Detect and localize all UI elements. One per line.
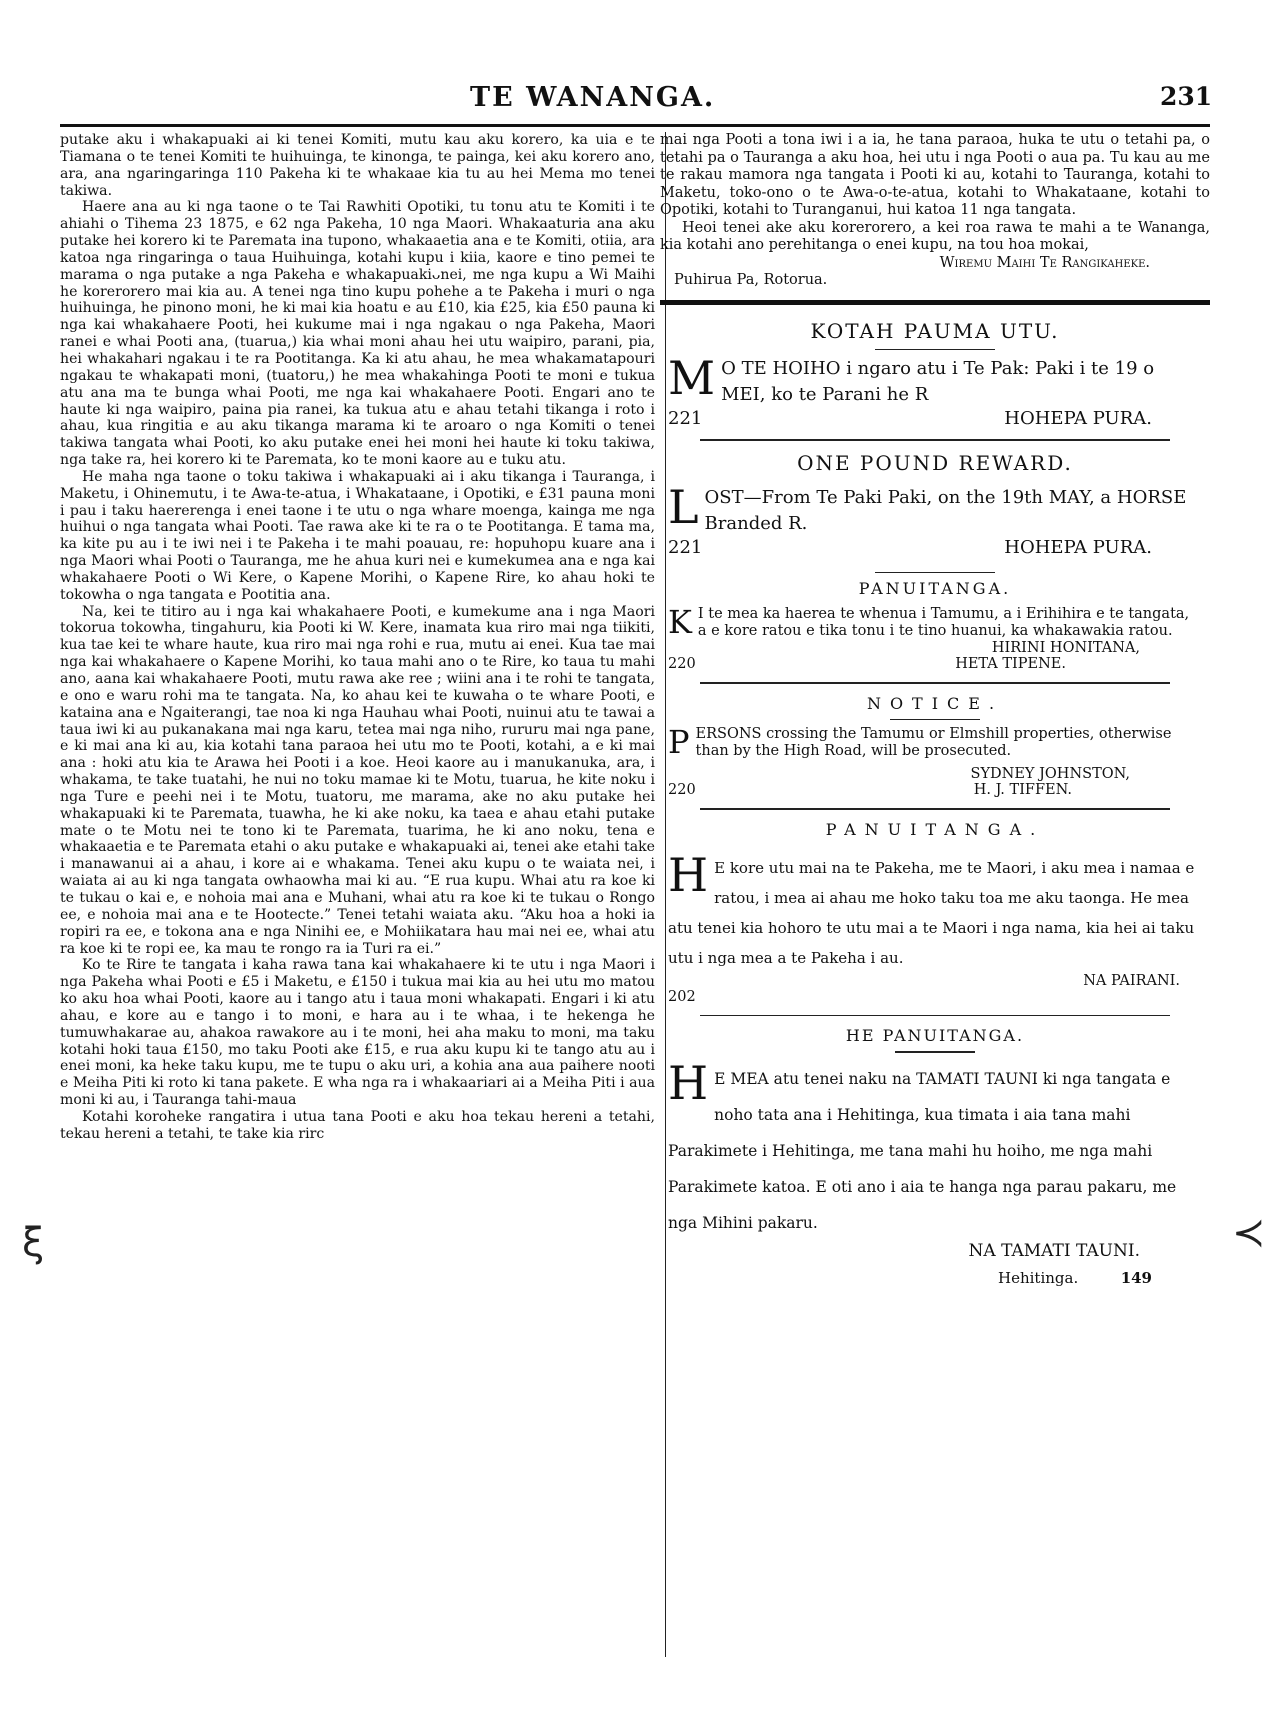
paragraph: He maha nga taone o toku takiwa i whakapuaki ai i aku tikanga i Tauranga, i Maketu, i Ohinemutu, i te Awa-te-atua, i Whakataane, i Opotiki, e £31 pauna moni i pau i taku haererenga i enei taone i te utu o nga whare moenga, kainga me nga huihui o nga tangata whai Pooti. Tae rawa ake ki te ra o te Pootitanga. E tama ma, ka kite pu au i te iwi nei i te Pakeha i te mahi poauau, re: hopuhopu kuare ana i nga Maori whai Pooti o Tauranga, me he ahua kuri nei e kumekumea ana e nga kai whakahaere Pooti o Wi Kere, o Kapene Morihi, o Kapene Rire, ko ahau hoki te tokowha o nga tangata e Pootitia ana. <box>60 468 655 603</box>
advert-text: E MEA atu tenei naku na TAMATI TAUNI ki nga tangata e noho tata ana i Hehitinga, kua timata i aia tana mahi Parakimete i Hehitinga, me tana mahi hu hoiho, me nga mahi Parakimete katoa. E oti ano i aia te hanga nga parau pakaru, me nga Mihini pakaru. <box>668 1069 1177 1232</box>
advert-text: ERSONS crossing the Tamumu or Elmshill properties, otherwise than by the High Road, will be prosecuted. <box>695 726 1172 759</box>
paragraph: Kotahi koroheke rangatira i utua tana Pooti e aku hoa tekau hereni a tetahi, tekau hereni a tetahi, te take kia rirc <box>60 1108 655 1142</box>
advert-title: KOTAH PAUMA UTU. <box>810 318 1060 343</box>
advert-panuitanga-1 <box>660 579 1210 672</box>
advert-body <box>660 847 1210 973</box>
advert-number: 221 <box>668 536 703 558</box>
section-rule <box>700 1015 1170 1017</box>
drop-cap: H <box>668 1055 709 1110</box>
paragraph: putake aku i whakapuaki ai ki tenei Komiti, mutu kau aku korero, ka uia e te Tiamana o te tenei Komiti te huihuinga, te kinonga, te painga, kei aku korero ano, ara, ana ngaringaringa 110 Pakeha ki te whakaae kia tu au hei Mema mo tenei takiwa. <box>60 132 655 199</box>
advert-signature: HIRINI HONITANA, <box>991 640 1140 656</box>
drop-cap: K <box>668 603 692 641</box>
advert-title: PANUITANGA. <box>825 819 1045 839</box>
section-rule <box>875 572 995 574</box>
advert-body <box>660 351 1210 408</box>
advert-notice <box>660 694 1210 799</box>
letter-continuation <box>660 132 1210 290</box>
drop-cap: P <box>668 723 690 761</box>
right-column <box>660 132 1210 1692</box>
title-rule <box>895 1051 975 1053</box>
advert-body <box>660 723 1210 761</box>
newspaper-title: TE WANANGA. <box>470 82 716 113</box>
handwritten-margin-mark: ≺ <box>1232 1210 1266 1256</box>
drop-cap: H <box>668 847 709 902</box>
drop-cap: L <box>668 479 699 534</box>
advert-signature: HOHEPA PURA. <box>1004 536 1152 558</box>
advert-kotah-pauma-utu <box>660 319 1210 430</box>
handwritten-margin-mark: ξ <box>22 1220 45 1266</box>
advert-footer <box>660 408 1210 429</box>
advert-signature: HOHEPA PURA. <box>1004 408 1152 429</box>
paragraph: Na, kei te titiro au i nga kai whakahaere Pooti, e kumekume ana i nga Maori tokorua tokowha, tingahuru, kia Pooti ki W. Kere, inamata kua riro mai nga tiikiti, kua tae kei te whare haute, kua riro mai nga rohi e rua, mutu ai enei. Kua tae mai nga kai whakahaere o Kapene Morihi, ko taua mahi ano o te Rire, ko taua tu mahi ano, aana kai whakahaere Pooti, mutu rawa ake ree ; wiini ana i te rohi te tangata, e ono e waru rohi ma te tangata. Na, ko ahau kei te kuwaha o te whare Pooti, e kataina ana e Ngaiterangi, tae noa ki nga Hauhau whai Pooti, nuinui atu te tawai a taua iwi ki au pukanakana mai nga karu, tetea mai nga niho, rururu mai nga pane, e ki mai ana ki au, kia kotahi tana paraoa hei utu mo te Pooti, kotahi, a e ki mai ana : hoki atu kia te Arawa hei Pooti i a koe. Heoi kaore au i manukanuka, ara, i whakama, te take tuatahi, he nui no toku mamae ki te Motu, tuarua, he kite noku i nga Ture e peehi nei i te Motu, tuatoru, me marama, ake no aku putake hei whakapuaki ki te Paremata, tuawha, he ki ake noku, ka taea e ahau etahi putake mate o te Motu nei te tono ki te Paremata, tuarima, he ki ano noku, tena e whakaaetia e te Paremata etahi o aku putake e whakapuaki ai, tenei ake etahi take i manawanui ai a ahau, i kore ai e whakama. Tenei aku kupu o te waiata nei, i waiata ai au ki nga tangata owhaowha mai ki au. “E rua kupu. Whai atu ra koe ki te tukau o kai e, e nohoia mai ana e Muhani, whai atu ra koe ki te tukau o Rongo ee, e nohoia mai ana e te Hootecte.” Tenei tetahi waiata aku. “Aku hoa a hoki ia ropiri ra ee, e tokona ana e nga Ninihi ee, e Mohiikatara hau mai nei ee, whai atu ra koe ki te ropi ee, ka mau te rongo ra ia Turi ra ei.” <box>60 603 655 957</box>
advert-footer <box>660 989 1210 1005</box>
advert-body <box>660 479 1210 537</box>
advert-title: PANUITANGA. <box>858 579 1012 598</box>
advert-footer <box>660 1269 1210 1287</box>
section-rule <box>660 300 1210 305</box>
advert-number: 221 <box>668 408 703 429</box>
advert-text: E kore utu mai na te Pakeha, me te Maori, i aku mea i namaa e ratou, i mea ai ahau me hoko taku toa me aku taonga. He mea atu tenei kia hohoro te utu mai a te Maori i nga nama, kia hei ai taku utu i nga mea a te Pakeha i au. <box>668 858 1195 967</box>
letter-signature: Wiremu Maihi Te Rangikaheke. <box>939 254 1150 271</box>
section-rule <box>700 439 1170 441</box>
advert-number: 202 <box>668 988 696 1005</box>
advert-number: 149 <box>1120 1268 1152 1287</box>
paragraph: mai nga Pooti a tona iwi i a ia, he tana paraoa, huka te utu o tetahi pa, o tetahi pa o Tauranga a aku hoa, hei utu i nga Pooti o aua pa. Tu kau au me te rakau mamora nga tangata i Pooti ki au, kotahi to Tauranga, kotahi to Maketu, toko-ono o te Awa-o-te-atua, kotahi to Whakataane, kotahi to Opotiki, kotahi to Turanganui, hui katoa 11 nga tangata. <box>660 132 1210 218</box>
advert-text: O TE HOIHO i ngaro atu i Te Pak: Paki i te 19 o MEI, ko te Parani he R <box>721 358 1155 405</box>
advert-he-panuitanga <box>660 1026 1210 1287</box>
advert-panuitanga-2 <box>660 820 1210 1005</box>
advert-footer <box>660 537 1210 558</box>
advert-one-pound-reward <box>660 451 1210 558</box>
advert-body <box>660 603 1210 641</box>
section-rule <box>700 808 1170 810</box>
advert-title: NOTICE. <box>866 693 1004 713</box>
advert-title: HE PANUITANGA. <box>845 1026 1025 1045</box>
advert-number: 220 <box>668 656 696 672</box>
advert-text: OST—From Te Paki Paki, on the 19th MAY, a HORSE Branded R. <box>704 486 1187 534</box>
drop-cap: M <box>668 351 716 405</box>
letter-location: Puhirua Pa, Rotorua. <box>674 272 828 288</box>
advert-footer <box>660 656 1210 672</box>
advert-signature: H. J. TIFFEN. <box>973 782 1072 798</box>
paragraph: Ko te Rire te tangata i kaha rawa tana kai whakahaere ki te utu i nga Maori i nga Pakeha whai Pooti e £5 i Maketu, e £150 i tukua mai kia au hei utu mo matou ko aku hoa whai Pooti, kaore au i tango atu i taua moni whakapati. Engari i ki atu ahau, e kore au e tango i to moni, e hara au i te whaa, i te hekenga he tumuwhakarae au, ahakoa rawakore au i te moni, hei aha maku to moni, ma taku kotahi hoki taua £150, mo taku Pooti ake £15, e rua aku kupu ki te tango atu au i enei moni, ka heke taku kupu, me te tupu o aku uri, a kohia ana aua paihere nooti e Meiha Piti ki roto ki tana pakete. E wha nga ra i whakaariari ai a Meiha Piti i aua moni ki au, i Tauranga tahi-maua <box>60 957 655 1109</box>
advert-text: I te mea ka haerea te whenua i Tamumu, a i Erihihira e te tangata, a e kore ratou e tika tonu i te tino huanui, ka whakawakia ratou. <box>697 606 1190 639</box>
paragraph: Heoi tenei ake aku korerorero, a kei roa rawa te mahi a te Wananga, kia kotahi ano perehitanga o enei kupu, na tou hoa mokai, <box>660 219 1210 253</box>
advert-place: Hehitinga. <box>998 1268 1079 1287</box>
advert-number: 220 <box>668 782 696 798</box>
advert-signature: HETA TIPENE. <box>955 656 1066 672</box>
page-number: 231 <box>1160 82 1213 111</box>
advert-signature: NA TAMATI TAUNI. <box>968 1240 1140 1261</box>
title-rule <box>875 349 995 351</box>
left-column <box>60 132 655 1672</box>
advert-body <box>660 1055 1210 1241</box>
header-rule <box>60 124 1210 127</box>
paragraph: Haere ana au ki nga taone o te Tai Rawhiti Opotiki, tu tonu atu te Komiti i te ahiahi o Tihema 23 1875, e 62 nga Pakeha, 10 nga Maori. Whakaaturia ana aku putake hei korero ki te Paremata ina tupono, whakaaetia ana e te Komiti, otiia, ara katoa nga ringaringa o taua Huihuinga, kotahi kupu i kiia, kaore e tino pemei te marama o nga putake a nga Pakeha e whakapuakiᴗnei, me nga kupu a Wi Maihi he korerorero mai kia au. A tenei nga tino kupu pohehe a te Pakeha i muri o nga huihuinga, he pinono moni, he ki mai kia hoatu e au £10, kia £25, kia £50 pauna ki nga kai whakahaere Pooti, hei kukume mai i nga ngakau o nga Pakeha, Maori ranei e whai Pooti ana, (tuarua,) kia whai moni ahau hei utu waipiro, parani, pia, hei whakahari ngakau i te ra Pootitanga. Ka ki atu ahau, he mea whakamatapouri ngakau te whakapati moni, (tuatoru,) he mea whakahinga Pooti te moni e tukua atu ana ma te bunga whai Pooti, me nga kai whakahaere Pooti. Engari ano te haute ki nga waipiro, paina pia ranei, ka tukua atu e ahau tetahi tikanga i roto i ahau, kua ringitia e au aku tikanga marama ki te aroaro o nga Komiti o tenei takiwa tangata whai Pooti, ko aku putake enei hei moni hei haute ki toku takiwa, nga take ra, hei korero ki te Paremata, ko te moni kaore au e tuku atu. <box>60 199 655 469</box>
section-rule <box>700 682 1170 684</box>
title-rule <box>890 719 980 721</box>
advert-title: ONE POUND REWARD. <box>797 450 1073 475</box>
advert-signature: NA PAIRANI. <box>1083 972 1180 989</box>
advert-footer <box>660 782 1210 798</box>
advert-signature: SYDNEY JOHNSTON, <box>970 766 1130 782</box>
